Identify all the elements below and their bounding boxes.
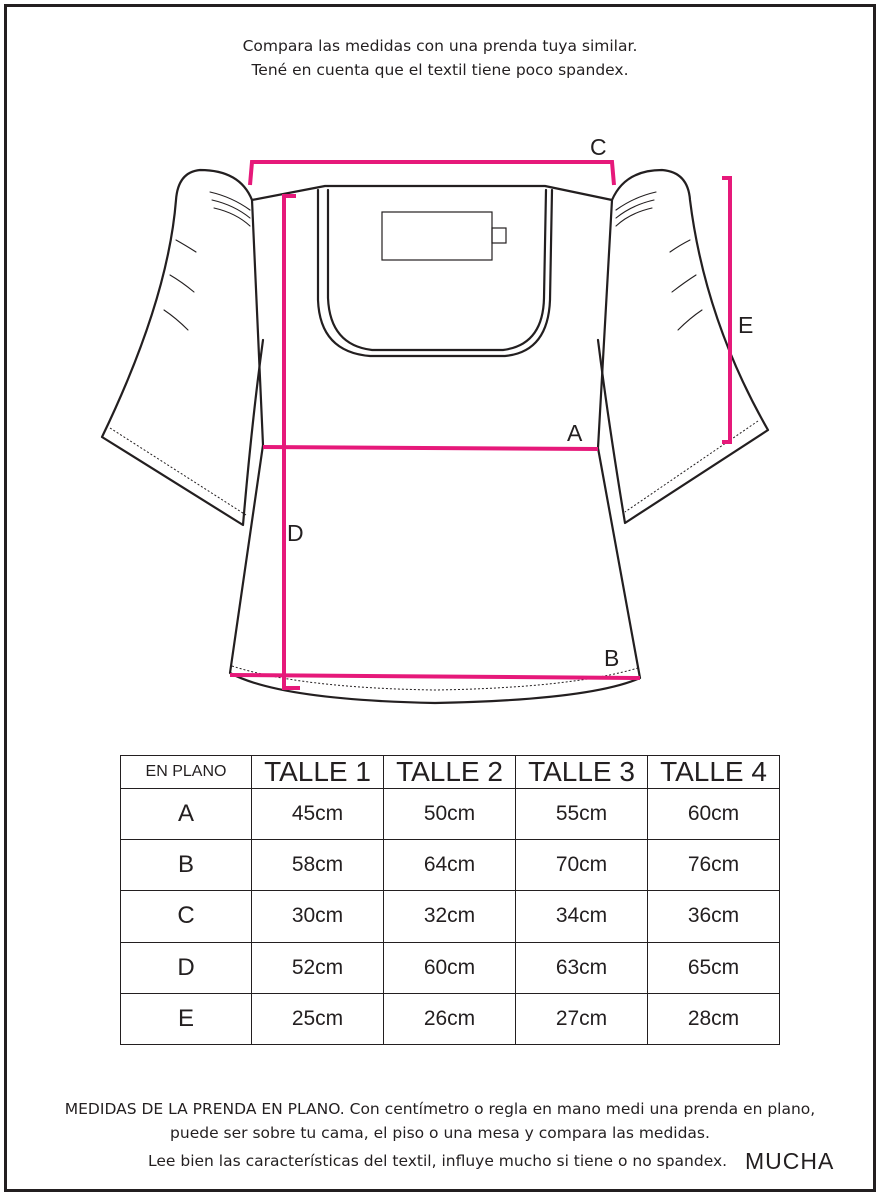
garment-neckline-inner (328, 190, 546, 350)
garment-diagram (0, 120, 880, 710)
measure-label-b: B (604, 645, 620, 671)
footer-line-2: puede ser sobre tu cama, el piso o una mesa y compara las medidas. (170, 1124, 710, 1142)
measure-label-a: A (567, 420, 583, 446)
size-header: TALLE 4 (648, 756, 780, 789)
cell-value: 60cm (384, 942, 516, 993)
garment-neckline (318, 190, 552, 356)
measure-label-d: D (287, 520, 304, 546)
cell-value: 27cm (516, 993, 648, 1044)
size-table (120, 755, 780, 1045)
brand-logo: MUCHA (745, 1148, 835, 1174)
size-table-corner: EN PLANO (121, 756, 252, 789)
cell-value: 70cm (516, 840, 648, 891)
cell-value: 45cm (252, 789, 384, 840)
row-label: D (121, 942, 252, 993)
measure-line-a (263, 447, 598, 449)
intro-line-1: Compara las medidas con una prenda tuya similar. (242, 37, 638, 55)
garment-left-sleeve (102, 170, 263, 525)
table-row (121, 789, 780, 840)
intro-line-2: Tené en cuenta que el textil tiene poco spandex. (251, 61, 629, 79)
measure-label-e: E (738, 312, 754, 338)
cell-value: 25cm (252, 993, 384, 1044)
size-header: TALLE 3 (516, 756, 648, 789)
cell-value: 64cm (384, 840, 516, 891)
cell-value: 63cm (516, 942, 648, 993)
measure-line-c (250, 162, 614, 185)
intro-text (0, 34, 880, 82)
cell-value: 52cm (252, 942, 384, 993)
cell-value: 58cm (252, 840, 384, 891)
footer-line-1: MEDIDAS DE LA PRENDA EN PLANO. Con centímetro o regla en mano medi una prenda en plano, (64, 1100, 816, 1118)
measure-label-c: C (590, 134, 607, 160)
cell-value: 76cm (648, 840, 780, 891)
cell-value: 28cm (648, 993, 780, 1044)
table-row (121, 942, 780, 993)
size-header: TALLE 1 (252, 756, 384, 789)
cell-value: 50cm (384, 789, 516, 840)
cell-value: 36cm (648, 891, 780, 942)
measure-line-b (230, 675, 640, 678)
size-table-header-row (121, 756, 780, 789)
measure-line-e (722, 178, 730, 442)
garment-right-sleeve (598, 170, 768, 523)
table-row (121, 891, 780, 942)
garment-tag (382, 212, 492, 260)
cell-value: 34cm (516, 891, 648, 942)
cell-value: 55cm (516, 789, 648, 840)
table-row (121, 993, 780, 1044)
cell-value: 30cm (252, 891, 384, 942)
row-label: E (121, 993, 252, 1044)
footer-line-3: Lee bien las características del textil, influye mucho si tiene o no spandex. (148, 1152, 728, 1170)
cell-value: 26cm (384, 993, 516, 1044)
measure-line-d (284, 196, 300, 688)
size-header: TALLE 2 (384, 756, 516, 789)
row-label: B (121, 840, 252, 891)
cell-value: 65cm (648, 942, 780, 993)
cell-value: 32cm (384, 891, 516, 942)
cell-value: 60cm (648, 789, 780, 840)
row-label: A (121, 789, 252, 840)
table-row (121, 840, 780, 891)
row-label: C (121, 891, 252, 942)
